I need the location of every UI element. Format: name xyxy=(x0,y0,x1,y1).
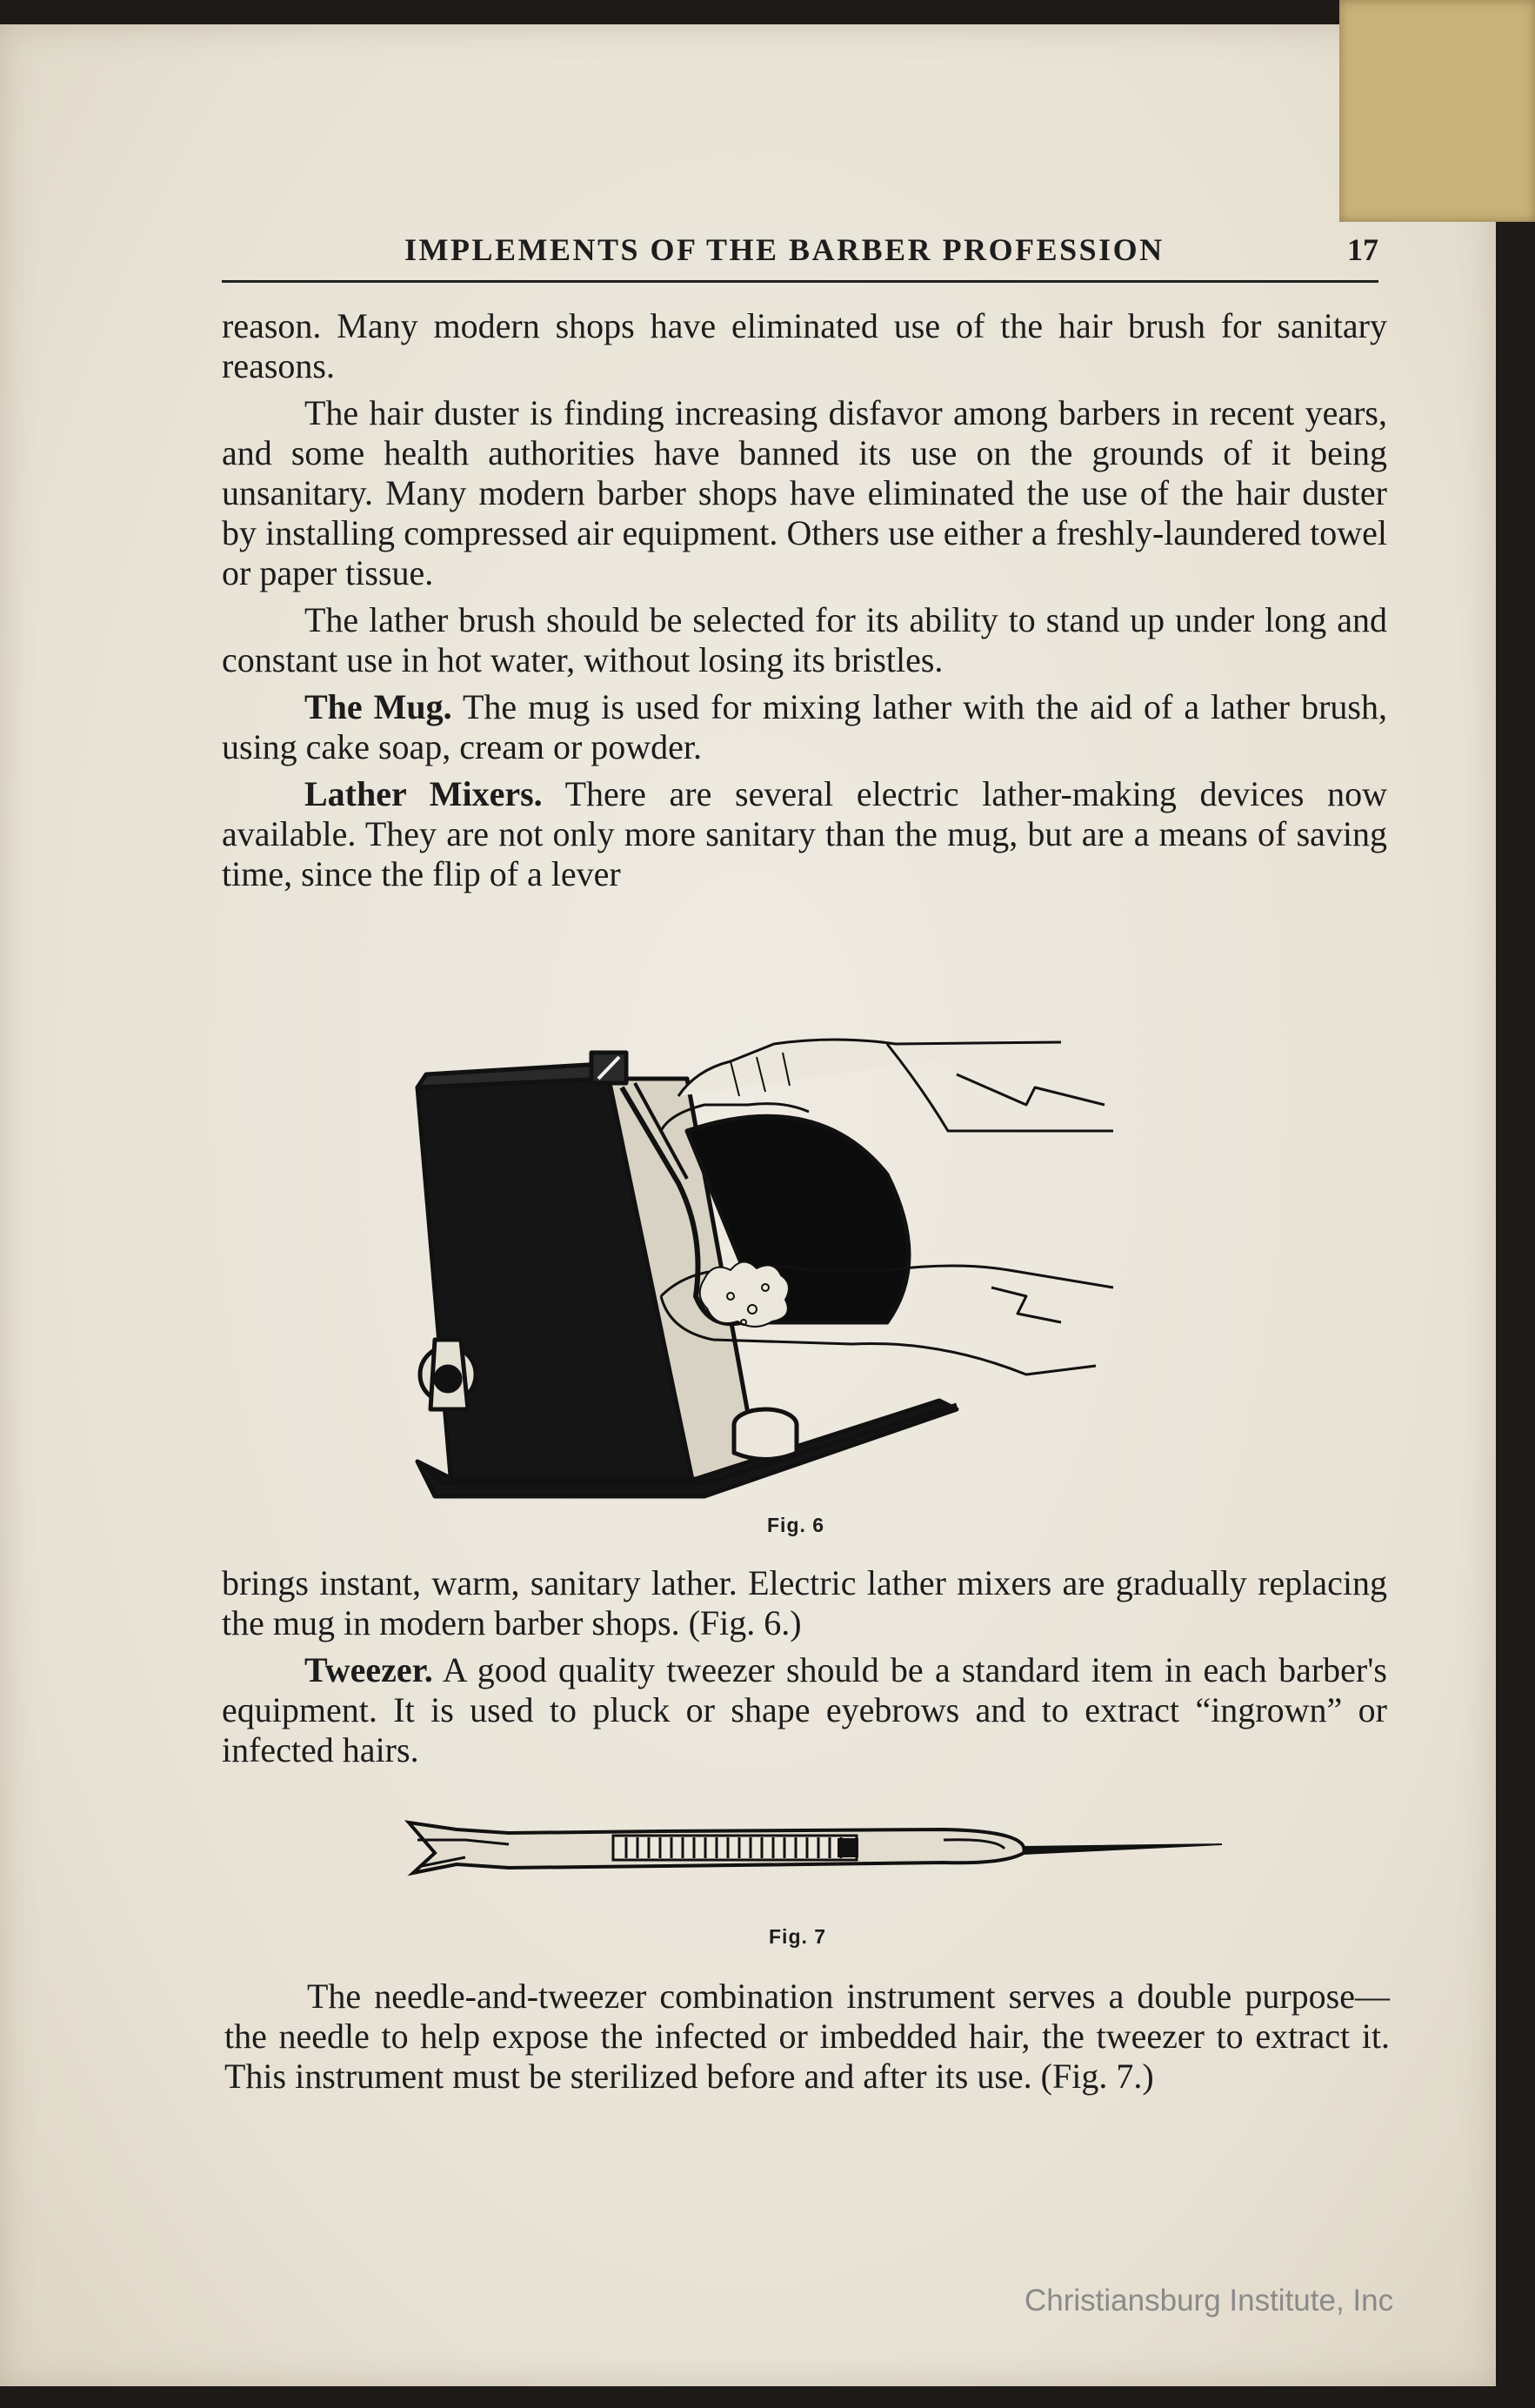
text-block-middle xyxy=(222,1563,1387,1777)
heading-mug: The Mug. xyxy=(304,687,452,726)
watermark-text: Christiansburg Institute, Inc xyxy=(1024,2284,1394,2318)
paragraph-hair-duster: The hair duster is finding increasing disfavor among barbers in recent years, and some health authorities have banned its use on the grounds of it being unsanitary. Many modern barber shops have eliminated the use of the hair duster by installing compressed air equipment. Others use either a freshly-laundered towel or paper tissue. xyxy=(222,393,1387,592)
figure-6-lather-mixer xyxy=(400,1009,1226,1505)
tweezer-body: A good quality tweezer should be a standard item in each barber's equipment. It is used to pluck or shape eyebrows and to extract “ingrown” or infected hairs. xyxy=(222,1650,1387,1769)
paragraph-lather-mixers-cont: brings instant, warm, sanitary lather. Electric lather mixers are gradually replacing the mug in modern barber shops. (Fig. 6.) xyxy=(222,1563,1387,1642)
header-title: IMPLEMENTS OF THE BARBER PROFESSION xyxy=(404,232,1165,267)
text-block-top xyxy=(222,306,1387,901)
page-tab xyxy=(1339,0,1535,222)
paragraph-mug xyxy=(222,687,1387,767)
figure-6-caption: Fig. 6 xyxy=(767,1514,825,1536)
figure-7-caption: Fig. 7 xyxy=(769,1925,827,1948)
running-header xyxy=(222,228,1378,283)
heading-tweezer: Tweezer. xyxy=(304,1650,433,1689)
mug-body: The mug is used for mixing lather with the aid of a lather brush, using cake soap, cream or powder. xyxy=(222,687,1387,766)
heading-lather-mixers: Lather Mixers. xyxy=(304,774,543,813)
lather-mixers-body: There are several electric lather-making devices now available. They are not only more sanitary than the mug, but are a means of saving time, since the flip of a lever xyxy=(222,774,1387,893)
paragraph-tweezer xyxy=(222,1650,1387,1770)
text-block-bottom xyxy=(224,1977,1390,2104)
figure-7-needle-tweezer xyxy=(404,1805,1231,1883)
paragraph-lather-brush: The lather brush should be selected for its ability to stand up under long and constant use in hot water, without losing its bristles. xyxy=(222,600,1387,679)
paragraph-needle-tweezer: The needle-and-tweezer combination instrument serves a double purpose—the needle to help expose the infected or imbedded hair, the tweezer to extract it. This instrument must be sterilized before and after its use. (Fig. 7.) xyxy=(224,1977,1390,2096)
paragraph-hair-brush: reason. Many modern shops have eliminated use of the hair brush for sanitary reasons. xyxy=(222,306,1387,385)
page-number: 17 xyxy=(1347,232,1378,267)
paragraph-lather-mixers xyxy=(222,774,1387,894)
